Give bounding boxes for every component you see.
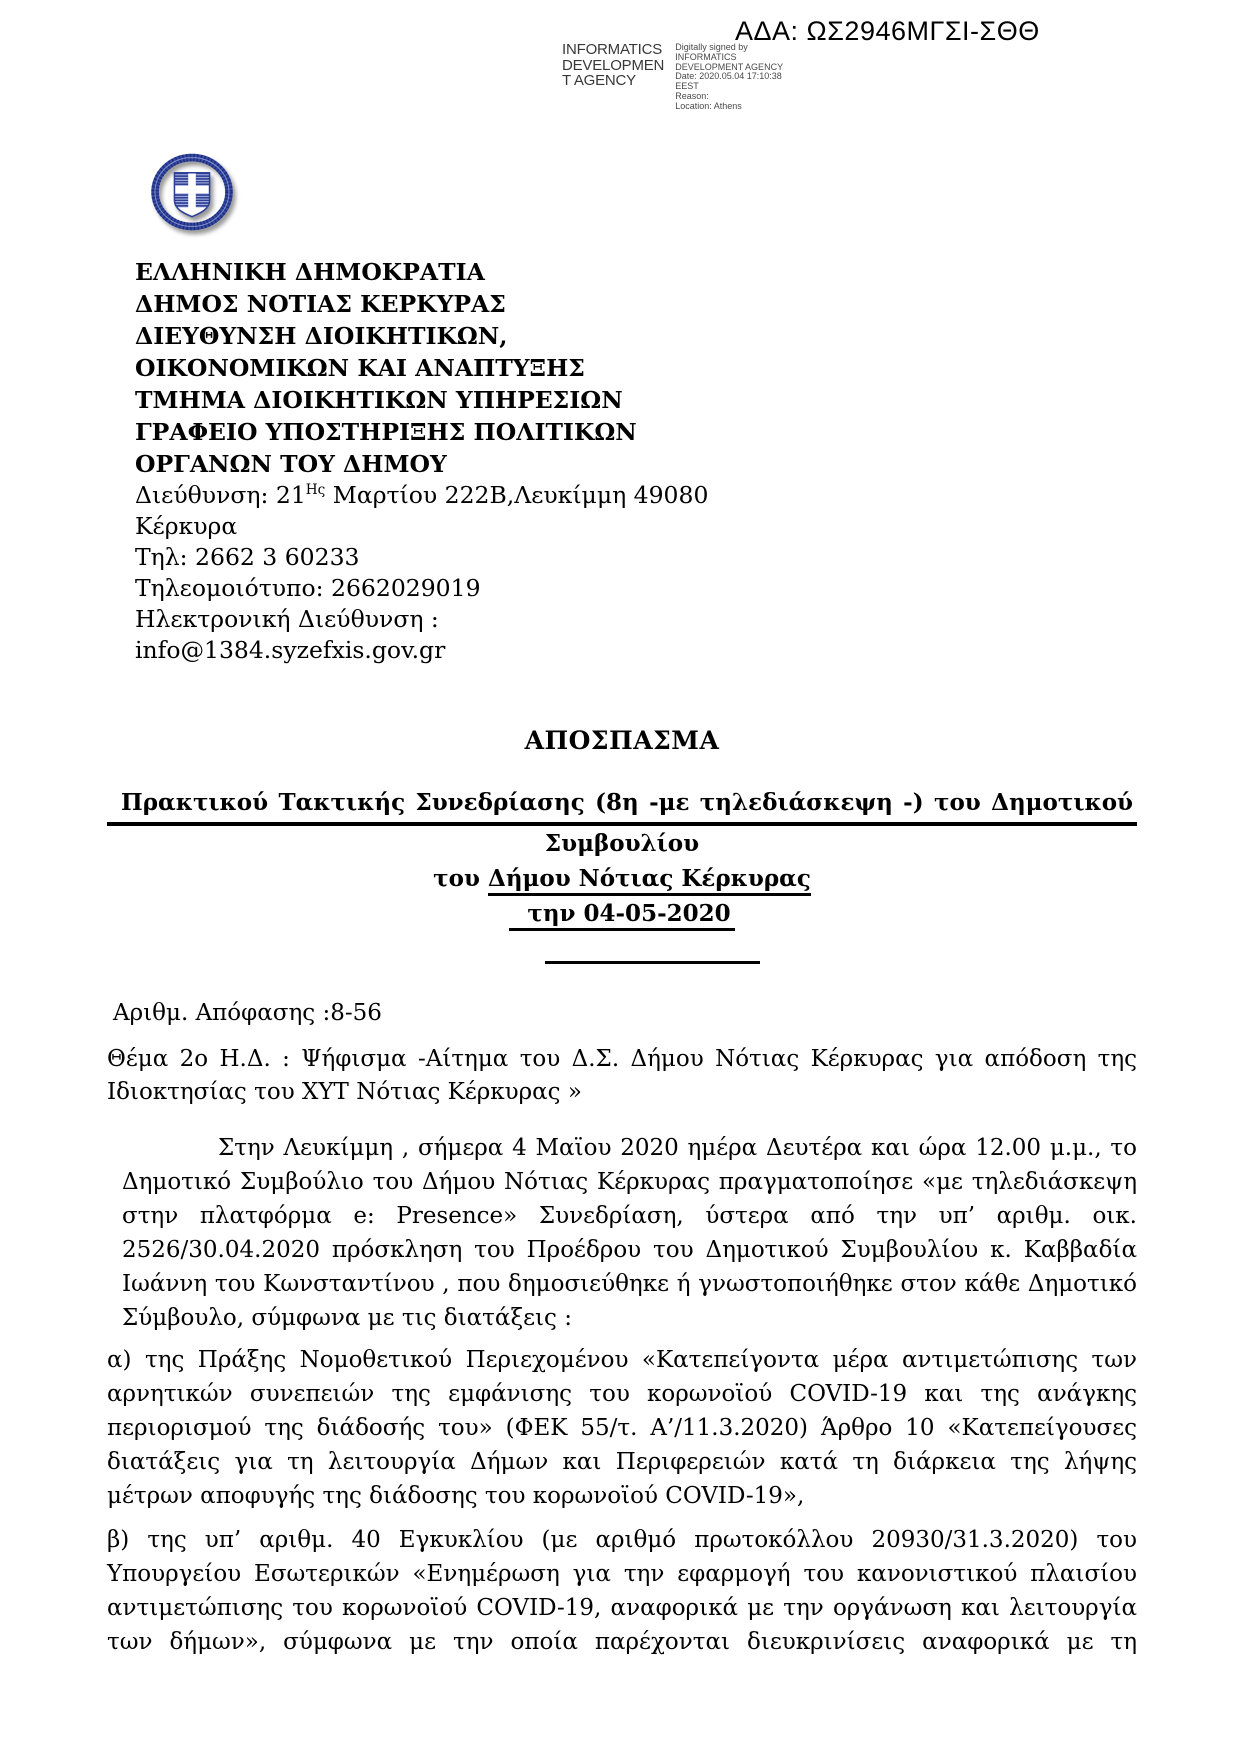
signature-agency-line: DEVELOPMEN [562, 56, 665, 74]
heading-line3-municipality: Δήμου Νότιας Κέρκυρας [488, 865, 811, 896]
heading-line3-prefix: του [433, 865, 488, 892]
minutes-heading-line1: Πρακτικού Τακτικής Συνεδρίασης (8η -με τηλεδιάσκεψη -) του Δημοτικού [107, 788, 1137, 826]
digital-signature-block [562, 42, 783, 112]
ada-code: ΑΔΑ: ΩΣ2946ΜΓΣΙ-ΣΘΘ [735, 16, 1040, 46]
signature-agency-name [562, 42, 664, 112]
email-label-line: Ηλεκτρονική Διεύθυνση : [135, 605, 439, 633]
subject-line: Θέμα 2ο Η.Δ. : Ψήφισμα -Αίτημα του Δ.Σ. Δήμου Νότιας Κέρκυρας για απόδοση της Ιδιοκτησίας του ΧΥΤ Νότιας Κέρκυρας » [107, 1046, 1137, 1105]
phone-line: Τηλ: 2662 3 60233 [135, 543, 360, 571]
intro-paragraph: Στην Λευκίμμη , σήμερα 4 Μαϊου 2020 ημέρα Δευτέρα και ώρα 12.00 μ.μ., το Δημοτικό Συμβούλιο του Δήμου Νότιας Κέρκυρας πραγματοποίησε «με τηλεδιάσκεψη στην πλατφόρμα e: Presence» Συνεδρίαση, ύστερα από την υπ’ αριθμ. οικ. 2526/30.04.2020 πρόσκληση του Προέδρου του Δημοτικού Συμβουλίου κ. Καββαδία Ιωάννη του Κωνσταντίνου , που δημοσιεύθηκε ή γνωστοποιήθηκε στον κάθε Δημοτικό Σύμβουλο, σύμφωνα με τις διατάξεις : [122, 1135, 1137, 1331]
apospasma-title: ΑΠΟΣΠΑΣΜΑ [524, 726, 720, 755]
decision-number: Αριθμ. Απόφασης :8-56 [113, 1000, 382, 1026]
greek-national-emblem-icon [150, 150, 234, 234]
document-body [107, 256, 1137, 1659]
paragraph-a: α) της Πράξης Νομοθετικού Περιεχομένου «Κατεπείγοντα μέρα αντιμετώπισης των αρνητικών συνεπειών της εμφάνισης του κορωνοϊού COVID-19 και της ανάγκης περιορισμού της διάδοσής του» (ΦΕΚ 55/τ. Α’/11.3.2020) Άρθρο 10 «Κατεπείγουσες διατάξεις για τη λειτουργία Δήμων και Περιφερειών κατά τη διάρκεια της λήψης μέτρων αποφυγής της διάδοσης του κορωνοϊού COVID-19», [107, 1347, 1137, 1509]
address-city-line: Κέρκυρα [135, 512, 238, 540]
signature-detail-line: EEST [675, 81, 699, 92]
signature-detail-line: Location: Athens [675, 100, 742, 111]
org-header-line: ΕΛΛΗΝΙΚΗ ΔΗΜΟΚΡΑΤΙΑ [135, 258, 485, 286]
signature-details [675, 42, 783, 112]
separator-rule [545, 961, 760, 964]
fax-line: Τηλεομοιότυπο: 2662029019 [135, 574, 481, 602]
letterhead-contact-block [135, 480, 1137, 666]
org-header-line: ΟΡΓΑΝΩΝ ΤΟΥ ΔΗΜΟΥ [135, 450, 447, 478]
letterhead-org-block [135, 256, 1137, 480]
signature-detail-line: DEVELOPMENT AGENCY [675, 61, 784, 72]
org-header-line: ΔΗΜΟΣ ΝΟΤΙΑΣ ΚΕΡΚΥΡΑΣ [135, 290, 506, 318]
signature-detail-line: INFORMATICS [675, 51, 737, 62]
signature-detail-line: Digitally signed by [675, 42, 748, 52]
signature-agency-line: INFORMATICS [562, 41, 663, 58]
org-header-line: ΟΙΚΟΝΟΜΙΚΩΝ ΚΑΙ ΑΝΑΠΤΥΞΗΣ [135, 354, 585, 382]
email-address: info@1384.syzefxis.gov.gr [135, 636, 446, 664]
org-header-line: ΔΙΕΥΘΥΝΣΗ ΔΙΟΙΚΗΤΙΚΩΝ, [135, 322, 508, 350]
address-text: Διεύθυνση: 21 [135, 481, 306, 509]
address-line [135, 480, 1137, 511]
session-date: την 04-05-2020 [509, 900, 734, 931]
signature-detail-line: Date: 2020.05.04 17:10:38 [675, 71, 782, 82]
minutes-heading-line2: Συμβουλίου [544, 830, 700, 857]
signature-detail-line: Reason: [675, 90, 709, 101]
org-header-line: ΤΜΗΜΑ ΔΙΟΙΚΗΤΙΚΩΝ ΥΠΗΡΕΣΙΩΝ [135, 386, 623, 414]
session-date-line [107, 896, 1137, 931]
minutes-heading-line3 [107, 861, 1137, 896]
paragraph-b: β) της υπ’ αριθμ. 40 Εγκυκλίου (με αριθμό πρωτοκόλλου 20930/31.3.2020) του Υπουργείου Εσωτερικών «Ενημέρωση για την εφαρμογή του κανονιστικού πλαισίου αντιμετώπισης του κορωνοϊού COVID-19, αναφορικά με την οργάνωση και λειτουργία των δήμων», σύμφωνα με την οποία παρέχονται διευκρινίσεις αναφορικά με τη [107, 1527, 1137, 1655]
address-superscript: Ης [305, 482, 326, 499]
address-text: Μαρτίου 222Β,Λευκίμμη 49080 [325, 481, 709, 509]
signature-agency-line: T AGENCY [562, 72, 636, 89]
org-header-line: ΓΡΑΦΕΙΟ ΥΠΟΣΤΗΡΙΞΗΣ ΠΟΛΙΤΙΚΩΝ [135, 418, 637, 446]
